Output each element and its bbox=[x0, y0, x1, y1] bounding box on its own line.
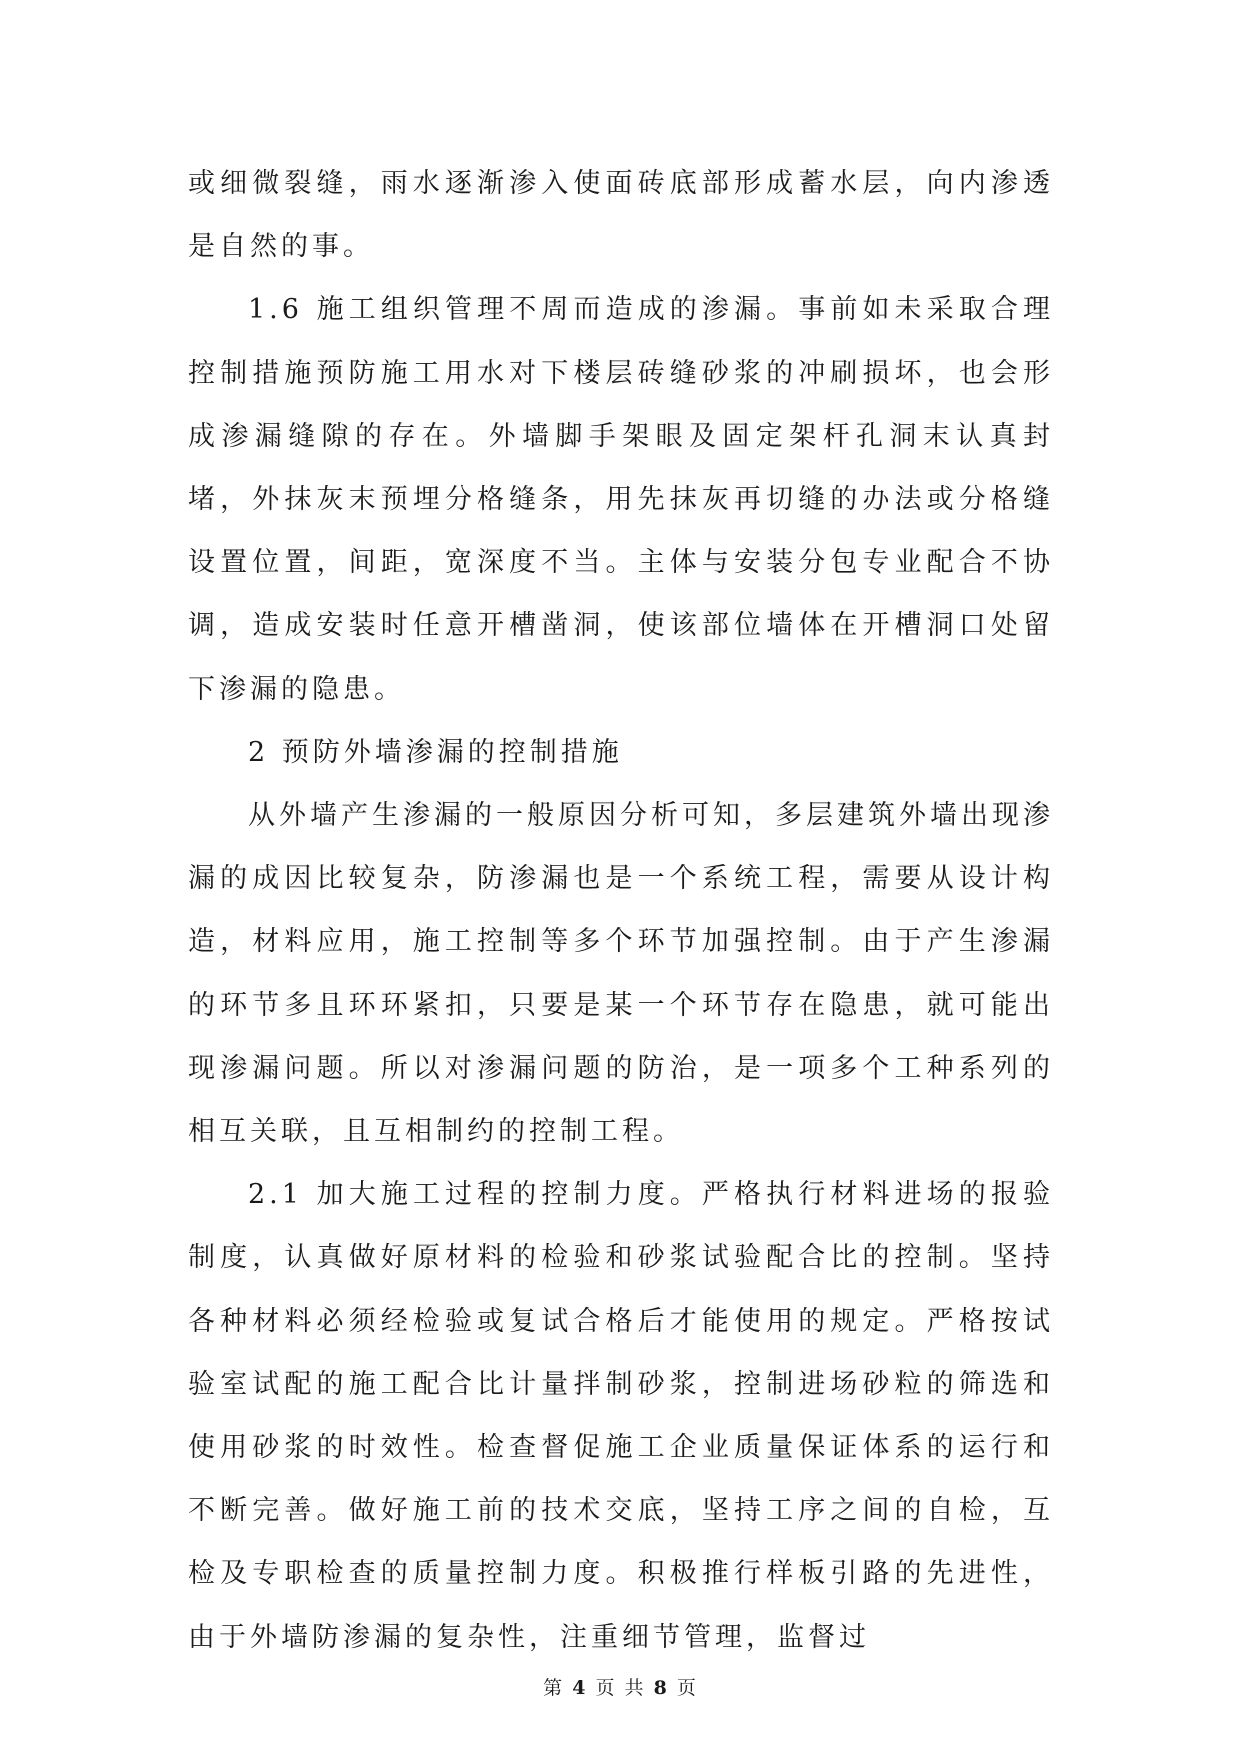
page-footer bbox=[0, 1673, 1241, 1700]
footer-prefix: 第 bbox=[543, 1677, 565, 1699]
footer-middle: 页 共 bbox=[595, 1677, 646, 1699]
paragraph-continuation: 或细微裂缝，雨水逐渐渗入使面砖底部形成蓄水层，向内渗透是自然的事。 bbox=[188, 168, 1054, 263]
section-heading-2: 2 预防外墙渗漏的控制措施 bbox=[248, 736, 623, 768]
footer-suffix: 页 bbox=[676, 1677, 698, 1699]
footer-total-pages: 8 bbox=[653, 1677, 669, 1699]
footer-page-number: 4 bbox=[572, 1677, 588, 1699]
document-body bbox=[188, 152, 1054, 1669]
paragraph-2-1: 2.1 加大施工过程的控制力度。严格执行材料进场的报验制度，认真做好原材料的检验和砂浆试验配合比的控制。坚持各种材料必须经检验或复试合格后才能使用的规定。严格按试验室试配的施工配合比计量拌制砂浆，控制进场砂粒的筛选和使用砂浆的时效性。检查督促施工企业质量保证体系的运行和不断完善。做好施工前的技术交底，坚持工序之间的自检，互检及专职检查的质量控制力度。积极推行样板引路的先进性，由于外墙防渗漏的复杂性，注重细节管理，监督过 bbox=[188, 1179, 1054, 1653]
paragraph-1-6: 1.6 施工组织管理不周而造成的渗漏。事前如未采取合理控制措施预防施工用水对下楼层砖缝砂浆的冲刷损坏，也会形成渗漏缝隙的存在。外墙脚手架眼及固定架杆孔洞末认真封堵，外抹灰末预埋分格缝条，用先抹灰再切缝的办法或分格缝设置位置，间距，宽深度不当。主体与安装分包专业配合不协调，造成安装时任意开槽凿洞，使该部位墙体在开槽洞口处留下渗漏的隐患。 bbox=[188, 294, 1054, 705]
paragraph-section-2-intro: 从外墙产生渗漏的一般原因分析可知，多层建筑外墙出现渗漏的成因比较复杂，防渗漏也是一个系统工程，需要从设计构造，材料应用，施工控制等多个环节加强控制。由于产生渗漏的环节多且环环紧扣，只要是某一个环节存在隐患，就可能出现渗漏问题。所以对渗漏问题的防治，是一项多个工种系列的相互关联，且互相制约的控制工程。 bbox=[188, 800, 1054, 1148]
